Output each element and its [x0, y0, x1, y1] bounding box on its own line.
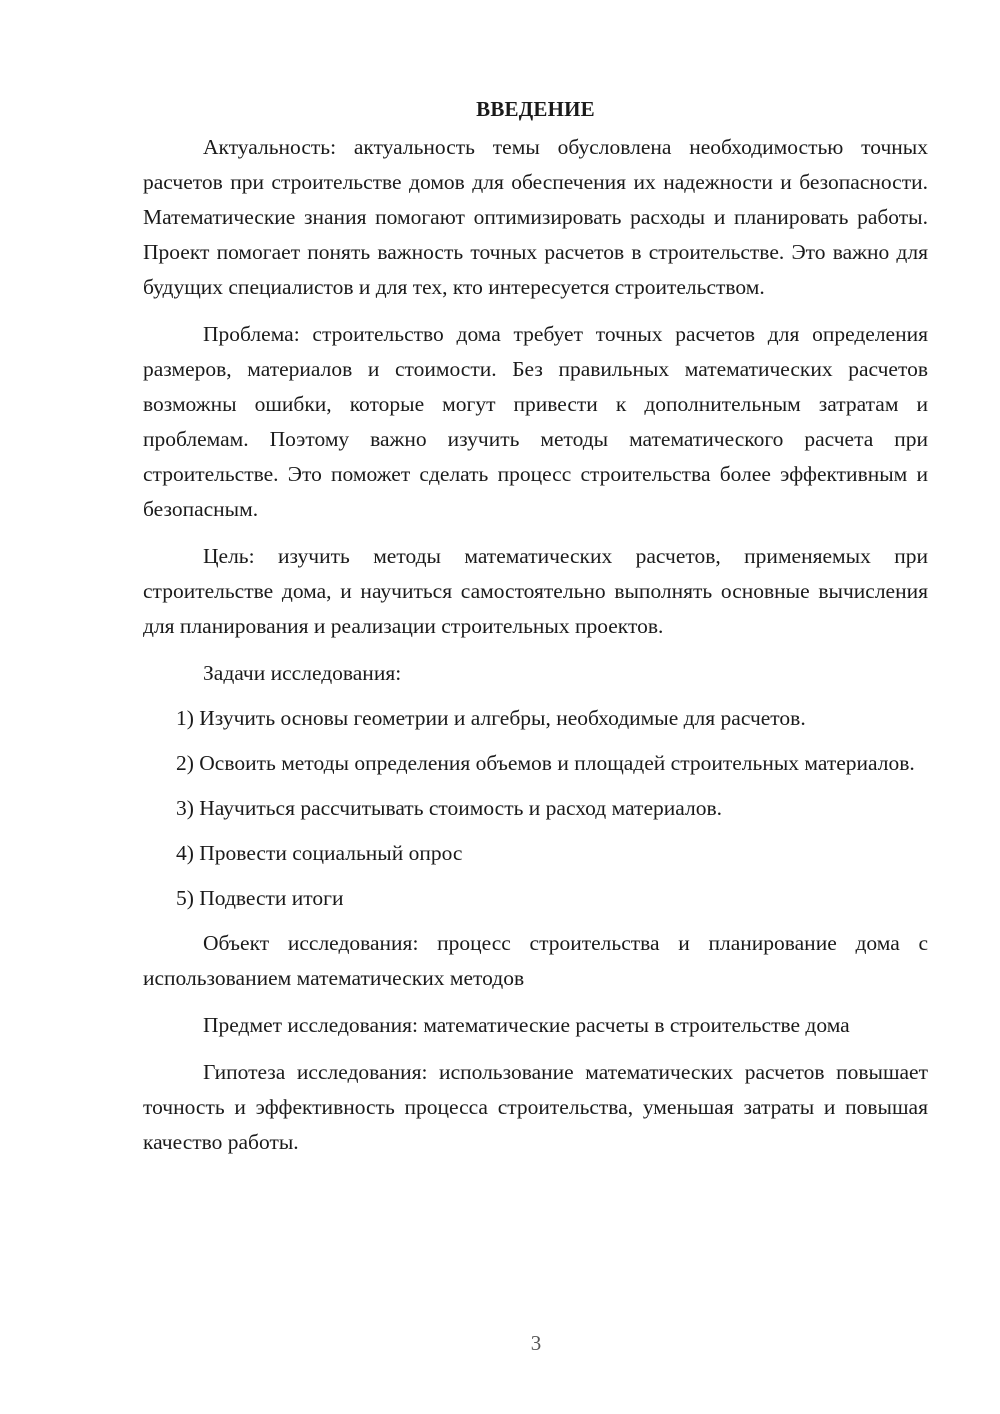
list-item: 5) Подвести итоги — [176, 886, 344, 910]
paragraph-hypothesis: Гипотеза исследования: использование математических расчетов повышает точность и эффективность процесса строительства, уменьшая затраты и повышая качество работы. — [143, 1060, 928, 1154]
list-item: 3) Научиться рассчитывать стоимость и расход материалов. — [176, 796, 722, 820]
list-item: 4) Провести социальный опрос — [176, 841, 463, 865]
paragraph-object: Объект исследования: процесс строительства и планирование дома с использованием математических методов — [143, 931, 928, 990]
paragraph-problem: Проблема: строительство дома требует точных расчетов для определения размеров, материалов и стоимости. Без правильных математических расчетов возможны ошибки, которые могут привести к дополнительным затратам и проблемам. Поэтому важно изучить методы математического расчета при строительстве. Это поможет сделать процесс строительства более эффективным и безопасным. — [143, 322, 928, 521]
paragraph-relevance: Актуальность: актуальность темы обусловлена необходимостью точных расчетов при строительстве домов для обеспечения их надежности и безопасности. Математические знания помогают оптимизировать расходы и планировать работы. Проект помогает понять важность точных расчетов в строительстве. Это важно для будущих специалистов и для тех, кто интересуется строительством. — [143, 135, 928, 299]
paragraph-subject: Предмет исследования: математические расчеты в строительстве дома — [203, 1013, 850, 1037]
paragraph-goal: Цель: изучить методы математических расчетов, применяемых при строительстве дома, и научиться самостоятельно выполнять основные вычисления для планирования и реализации строительных проектов. — [143, 544, 928, 638]
list-item: 2) Освоить методы определения объемов и площадей строительных материалов. — [176, 751, 915, 775]
page-title: ВВЕДЕНИЕ — [476, 97, 595, 121]
page-number: 3 — [530, 1331, 542, 1355]
document-page — [143, 92, 928, 1172]
tasks-heading: Задачи исследования: — [203, 661, 402, 685]
list-item: 1) Изучить основы геометрии и алгебры, необходимые для расчетов. — [176, 706, 806, 730]
tasks-list — [143, 701, 928, 916]
